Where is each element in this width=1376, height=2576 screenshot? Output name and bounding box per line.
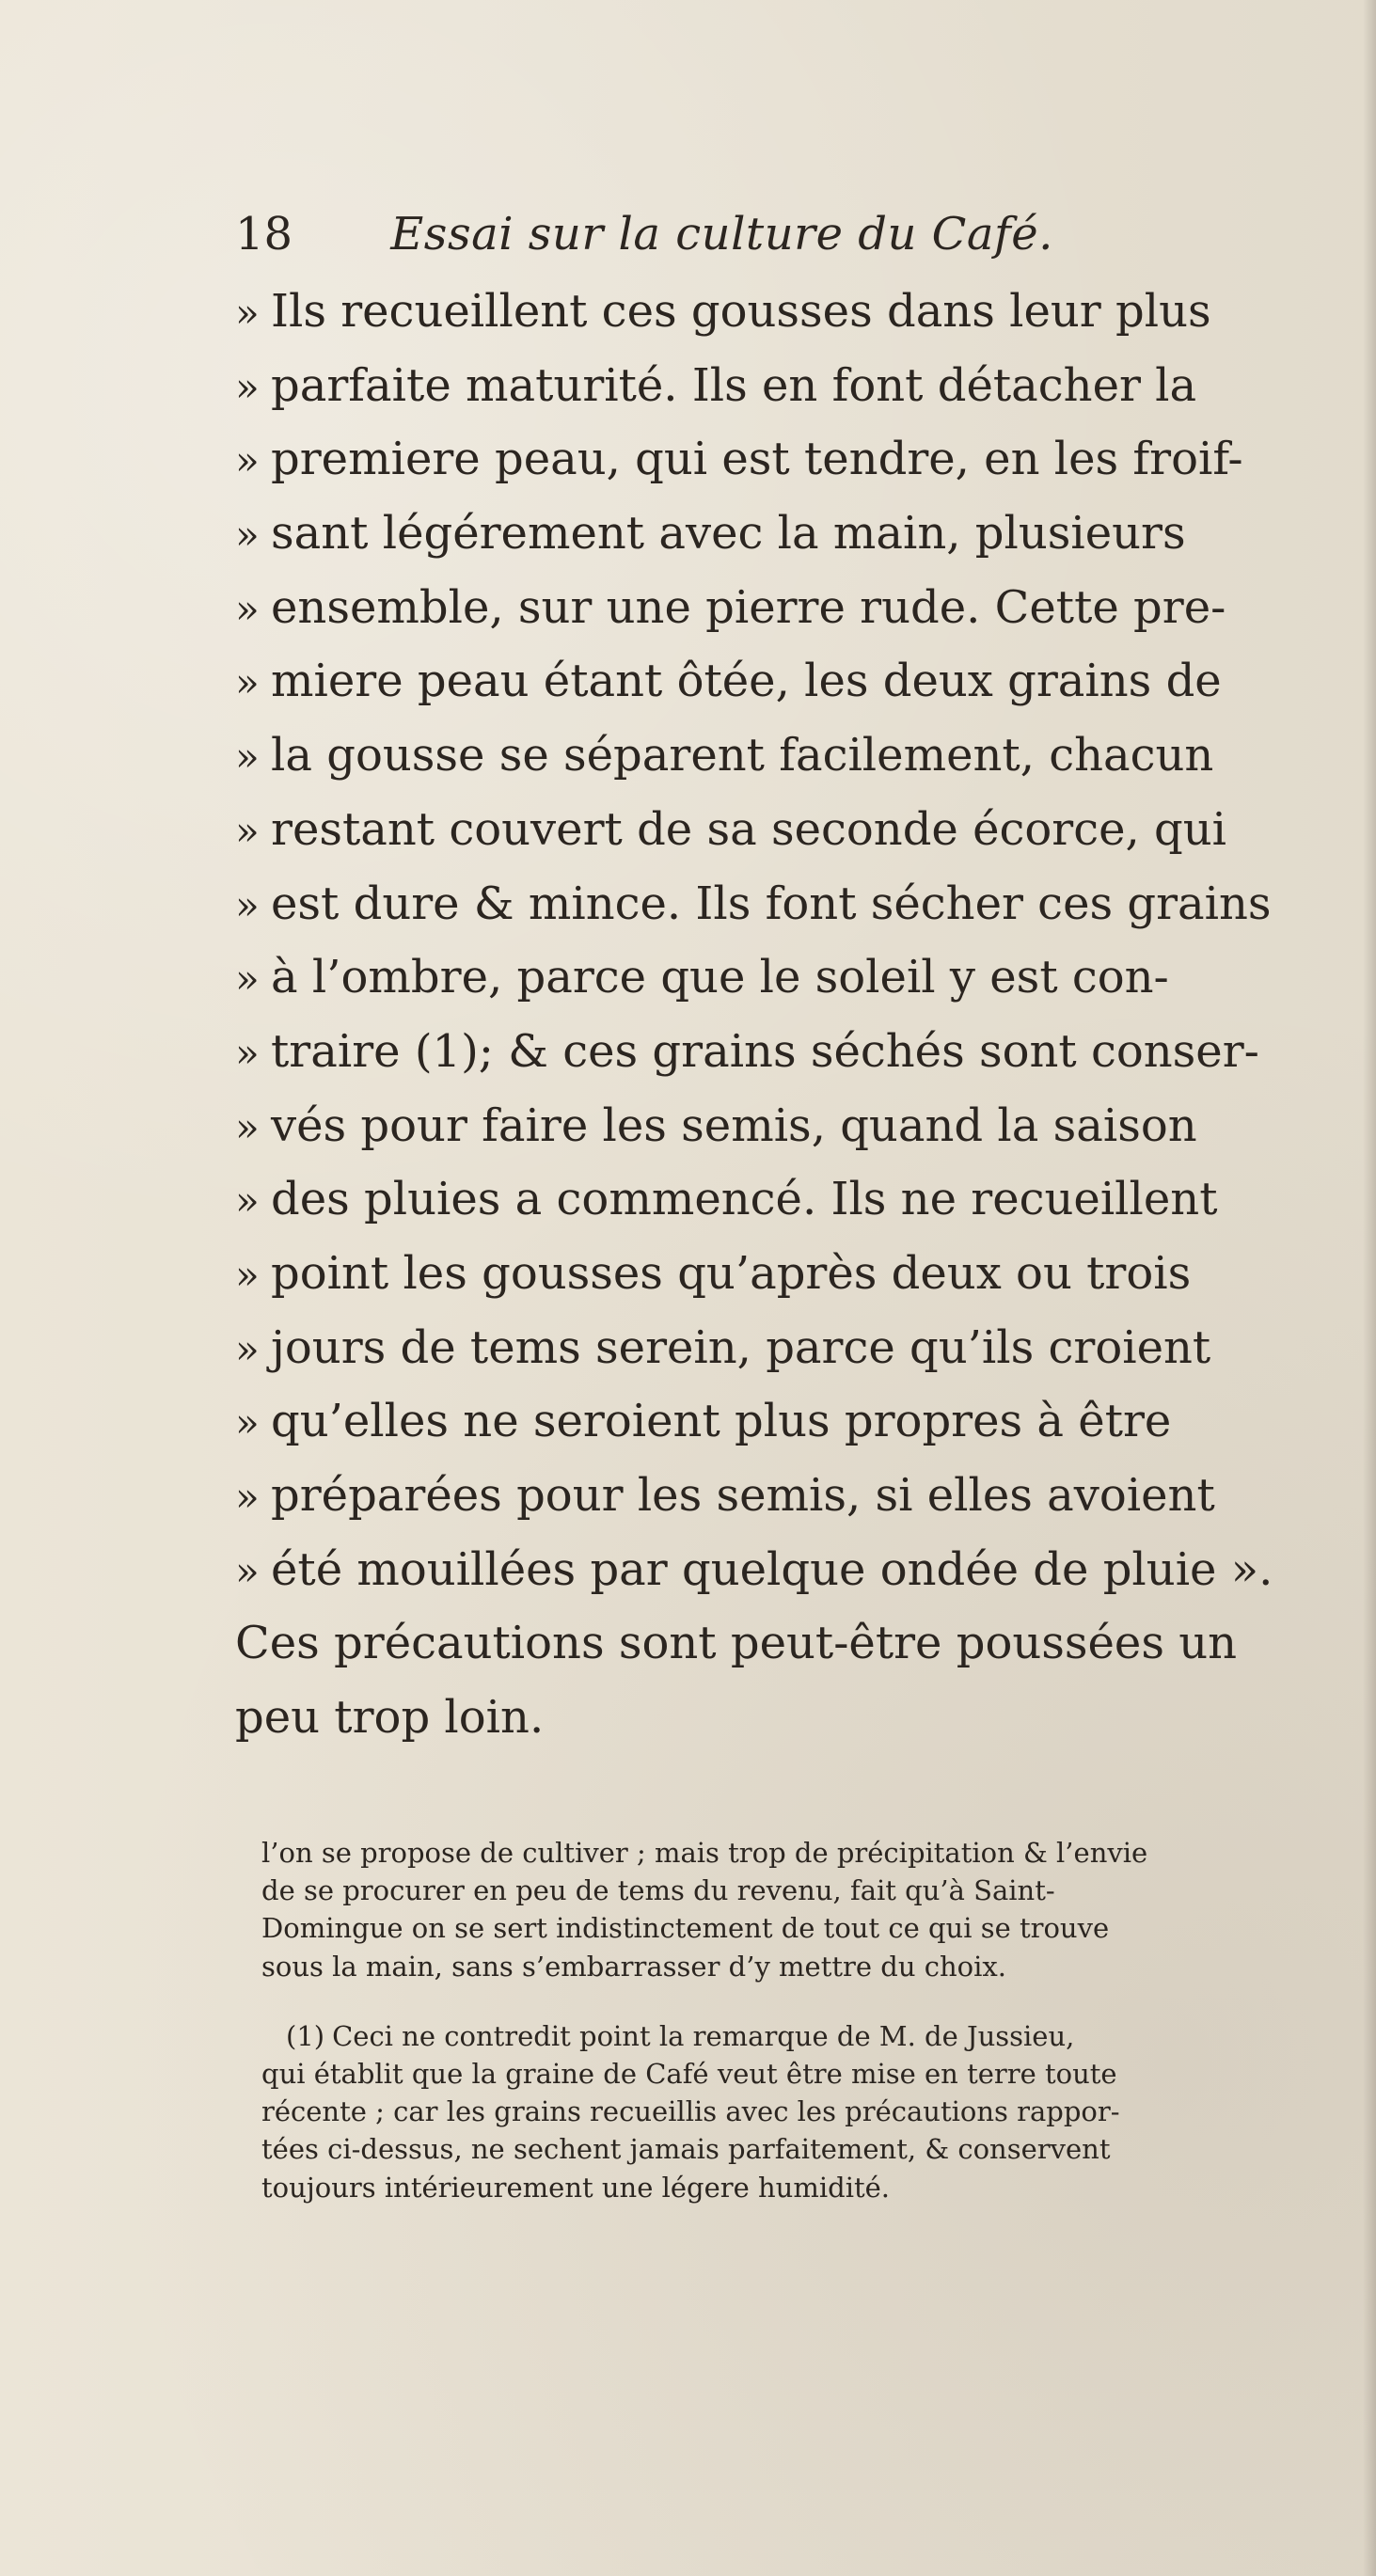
text-line-16 bbox=[235, 1384, 1364, 1459]
text-line-content: restant couvert de sa seconde écorce, qui bbox=[271, 802, 1227, 856]
text-line-6 bbox=[235, 644, 1364, 719]
footnote-line-1 bbox=[261, 2017, 1357, 2055]
quotation-mark: » bbox=[235, 437, 260, 484]
text-line-content: parfaite maturité. Ils en font détacher la bbox=[271, 358, 1197, 412]
footnote-line-4: tées ci-dessus, ne sechent jamais parfaitement, & conservent bbox=[261, 2133, 1111, 2166]
quotation-mark: » bbox=[235, 290, 260, 336]
text-line-content: qu’elles ne seroient plus propres à être bbox=[271, 1395, 1172, 1448]
text-line-2 bbox=[235, 349, 1364, 423]
quotation-mark: » bbox=[235, 1325, 260, 1372]
running-title: Essai sur la culture du Café. bbox=[390, 208, 1053, 261]
text-line-content: est dure & mince. Ils font sécher ces grains bbox=[271, 877, 1272, 930]
quotation-mark: » bbox=[235, 363, 260, 410]
page-header bbox=[235, 201, 1176, 267]
text-line-content: la gousse se séparent facilement, chacun bbox=[271, 729, 1214, 782]
page-edge-shadow bbox=[1363, 0, 1376, 2576]
quotation-mark: » bbox=[235, 659, 260, 706]
quotation-mark: » bbox=[235, 1251, 260, 1298]
note-line-2: de se procurer en peu de tems du revenu, fait qu’à Saint- bbox=[261, 1874, 1055, 1907]
quotation-mark: » bbox=[235, 512, 260, 559]
text-line-5 bbox=[235, 571, 1364, 645]
quotation-mark: » bbox=[235, 1029, 260, 1076]
text-line-1 bbox=[235, 275, 1364, 349]
text-line-9 bbox=[235, 867, 1364, 941]
quotation-mark: » bbox=[235, 734, 260, 781]
footnote-line-5: toujours intérieurement une légere humidité. bbox=[261, 2171, 891, 2204]
note-line-4: sous la main, sans s’embarrasser d’y mettre du choix. bbox=[261, 1950, 1006, 1983]
quotation-mark: » bbox=[235, 881, 260, 928]
text-line-3 bbox=[235, 422, 1364, 497]
quotation-mark: » bbox=[235, 1399, 260, 1446]
continuation-line-2: peu trop loin. bbox=[235, 1691, 545, 1745]
footnote-line-2: qui établit que la graine de Café veut être mise en terre toute bbox=[261, 2057, 1117, 2090]
quotation-mark: » bbox=[235, 1103, 260, 1150]
text-line-15 bbox=[235, 1311, 1364, 1385]
footnote-marker: (1) bbox=[286, 2019, 325, 2052]
text-line-content: traire (1); & ces grains séchés sont conser- bbox=[271, 1024, 1259, 1078]
text-line-13 bbox=[235, 1162, 1364, 1237]
text-line-7 bbox=[235, 719, 1364, 793]
page-number: 18 bbox=[235, 208, 293, 261]
text-line-14 bbox=[235, 1237, 1364, 1311]
text-line-content: à l’ombre, parce que le soleil y est con- bbox=[271, 951, 1169, 1004]
text-line-18 bbox=[235, 1533, 1364, 1607]
quotation-mark: » bbox=[235, 956, 260, 1003]
text-line-content: ensemble, sur une pierre rude. Cette pre- bbox=[271, 580, 1226, 634]
text-line-12 bbox=[235, 1089, 1364, 1163]
text-line-content: été mouillées par quelque ondée de pluie ». bbox=[271, 1542, 1273, 1596]
footnote-spacing bbox=[261, 1985, 1357, 2017]
text-line-content: Ils recueillent ces gousses dans leur plus bbox=[271, 285, 1211, 338]
footnote-line-3: récente ; car les grains recueillis avec les précautions rappor- bbox=[261, 2095, 1120, 2128]
note-line-3: Domingue on se sert indistinctement de tout ce qui se trouve bbox=[261, 1912, 1110, 1945]
text-line-content: point les gousses qu’après deux ou trois bbox=[271, 1246, 1192, 1300]
text-line-content: préparées pour les semis, si elles avoient bbox=[271, 1469, 1215, 1522]
text-line-8 bbox=[235, 793, 1364, 867]
text-line-10 bbox=[235, 940, 1364, 1015]
note-line-1: l’on se propose de cultiver ; mais trop de précipitation & l’envie bbox=[261, 1837, 1148, 1869]
quotation-mark: » bbox=[235, 1474, 260, 1520]
footnote-line-content: Ceci ne contredit point la remarque de M. de Jussieu, bbox=[332, 2019, 1075, 2052]
continuation-line-1: Ces précautions sont peut-être poussées un bbox=[235, 1617, 1238, 1670]
quotation-mark: » bbox=[235, 807, 260, 854]
text-line-content: vés pour faire les semis, quand la saison bbox=[271, 1098, 1197, 1152]
quotation-mark: » bbox=[235, 1177, 260, 1225]
text-line-content: des pluies a commencé. Ils ne recueillent bbox=[271, 1173, 1218, 1226]
text-line-17 bbox=[235, 1459, 1364, 1533]
text-line-content: jours de tems serein, parce qu’ils croient bbox=[271, 1320, 1211, 1374]
text-line-content: premiere peau, qui est tendre, en les froif- bbox=[271, 433, 1243, 486]
text-line-content: sant légérement avec la main, plusieurs bbox=[271, 507, 1186, 561]
main-text bbox=[235, 275, 1364, 1755]
text-line-4 bbox=[235, 497, 1364, 571]
text-line-content: miere peau étant ôtée, les deux grains de bbox=[271, 655, 1222, 708]
footnotes bbox=[261, 1834, 1357, 2206]
quotation-mark: » bbox=[235, 585, 260, 632]
quotation-mark: » bbox=[235, 1547, 260, 1594]
text-line-11 bbox=[235, 1015, 1364, 1089]
